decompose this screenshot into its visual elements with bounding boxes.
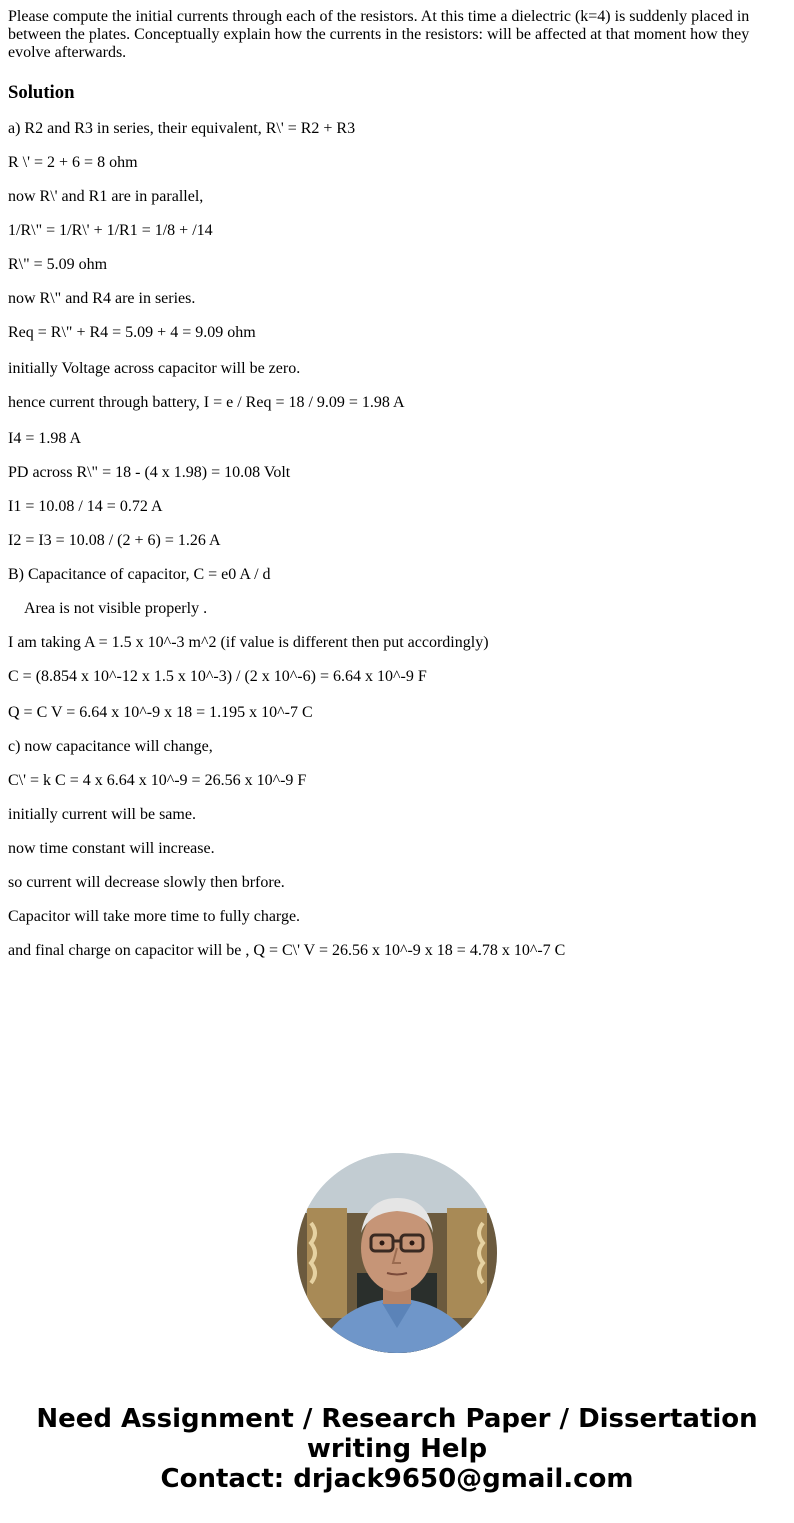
solution-step: I am taking A = 1.5 x 10^-3 m^2 (if value is different then put accordingly) — [8, 634, 489, 651]
solution-step: I1 = 10.08 / 14 = 0.72 A — [8, 498, 163, 515]
person-photo-icon — [297, 1153, 497, 1353]
solution-step: B) Capacitance of capacitor, C = e0 A / d — [8, 566, 271, 583]
promo-contact: Contact: drjack9650@gmail.com — [160, 1464, 634, 1494]
promo-banner — [0, 1404, 794, 1494]
solution-step: now time constant will increase. — [8, 840, 215, 857]
solution-step: hence current through battery, I = e / Req = 18 / 9.09 = 1.98 A — [8, 394, 405, 411]
solution-step: Area is not visible properly . — [8, 600, 208, 617]
solution-step: initially current will be same. — [8, 806, 196, 823]
solution-step: a) R2 and R3 in series, their equivalent, R\' = R2 + R3 — [8, 120, 356, 137]
document-body — [8, 8, 778, 976]
solution-step: now R\' and R1 are in parallel, — [8, 188, 204, 205]
solution-step: Capacitor will take more time to fully charge. — [8, 908, 301, 925]
solution-heading: Solution — [8, 82, 75, 103]
solution-step: now R\" and R4 are in series. — [8, 290, 196, 307]
solution-step: PD across R\" = 18 - (4 x 1.98) = 10.08 Volt — [8, 464, 291, 481]
solution-step: so current will decrease slowly then brfore. — [8, 874, 285, 891]
solution-step: Req = R\" + R4 = 5.09 + 4 = 9.09 ohm — [8, 324, 256, 341]
solution-step: R\" = 5.09 ohm — [8, 256, 108, 273]
solution-step: Q = C V = 6.64 x 10^-9 x 18 = 1.195 x 10^-7 C — [8, 704, 313, 721]
solution-step: C\' = k C = 4 x 6.64 x 10^-9 = 26.56 x 10^-9 F — [8, 772, 307, 789]
solution-step: I4 = 1.98 A — [8, 430, 82, 447]
question-text: Please compute the initial currents through each of the resistors. At this time a dielectric (k=4) is suddenly placed in between the plates. Conceptually explain how the currents in the resistors: will be affected at that moment how they evolve afterwards. — [8, 8, 750, 61]
promo-line: writing Help — [306, 1434, 488, 1464]
solution-step: and final charge on capacitor will be , Q = C\' V = 26.56 x 10^-9 x 18 = 4.78 x 10^-7 C — [8, 942, 566, 959]
avatar — [297, 1153, 497, 1353]
solution-step: C = (8.854 x 10^-12 x 1.5 x 10^-3) / (2 x 10^-6) = 6.64 x 10^-9 F — [8, 668, 427, 685]
solution-step: c) now capacitance will change, — [8, 738, 213, 755]
solution-step: R \' = 2 + 6 = 8 ohm — [8, 154, 138, 171]
solution-steps — [8, 120, 778, 960]
solution-step: I2 = I3 = 10.08 / (2 + 6) = 1.26 A — [8, 532, 221, 549]
promo-line: Need Assignment / Research Paper / Dissertation — [36, 1404, 758, 1434]
solution-step: initially Voltage across capacitor will be zero. — [8, 360, 301, 377]
solution-step: 1/R\" = 1/R\' + 1/R1 = 1/8 + /14 — [8, 222, 213, 239]
